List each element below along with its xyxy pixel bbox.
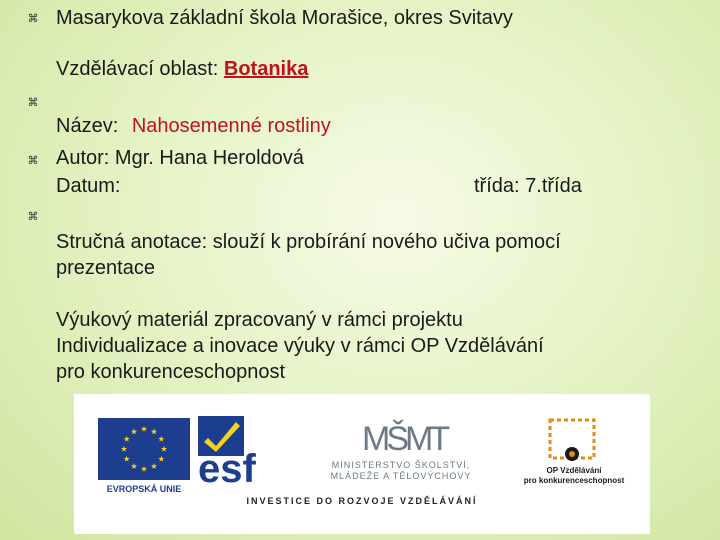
class-label: třída: 7.třída (474, 175, 582, 197)
tagline: INVESTICE DO ROZVOJE VZDĚLÁVÁNÍ (246, 496, 478, 506)
op-line-2: pro konkurenceschopnost (523, 476, 625, 485)
bullet-icon: ⌘ (27, 96, 39, 109)
esf-text: esf (198, 447, 256, 491)
esf-logo-icon (198, 416, 290, 491)
lesson-title-label: Název: (56, 115, 119, 137)
author: Autor: Mgr. Hana Heroldová (56, 147, 304, 169)
msmt-line-2: MLÁDEŽE A TĚLOVÝCHOVY (330, 471, 472, 481)
bullet-icon: ⌘ (27, 12, 39, 25)
project-logos (74, 394, 650, 534)
project-line-3: pro konkurenceschopnost (56, 361, 286, 383)
lesson-title-value: Nahosemenné rostliny (131, 115, 331, 137)
msmt-letters: MŠMT (362, 420, 447, 458)
bullet-icon: ⌘ (27, 210, 39, 223)
bullet-icon: ⌘ (27, 154, 39, 167)
annotation-line-2: prezentace (56, 257, 155, 279)
lesson-title (56, 114, 331, 138)
annotation-line-1: Stručná anotace: slouží k probírání nového učiva pomocí (56, 231, 561, 253)
eu-flag-icon (98, 418, 190, 480)
subject-area-value: Botanika (223, 58, 309, 80)
school-name: Masarykova základní škola Morašice, okres Svitavy (56, 7, 513, 29)
subject-area (56, 57, 308, 81)
eu-caption: EVROPSKÁ UNIE (106, 484, 182, 494)
op-line-1: OP Vzdělávání (546, 466, 602, 475)
project-line-1: Výukový materiál zpracovaný v rámci projektu (56, 309, 463, 331)
msmt-logo-icon (360, 412, 447, 458)
subject-area-label: Vzdělávací oblast: (56, 58, 219, 80)
op-vzdelavani-logo-icon (542, 414, 602, 464)
project-line-2: Individualizace a inovace výuky v rámci OP Vzdělávání (56, 335, 544, 357)
date-label: Datum: (56, 175, 121, 197)
msmt-line-1: MINISTERSTVO ŠKOLSTVÍ, (331, 460, 471, 470)
